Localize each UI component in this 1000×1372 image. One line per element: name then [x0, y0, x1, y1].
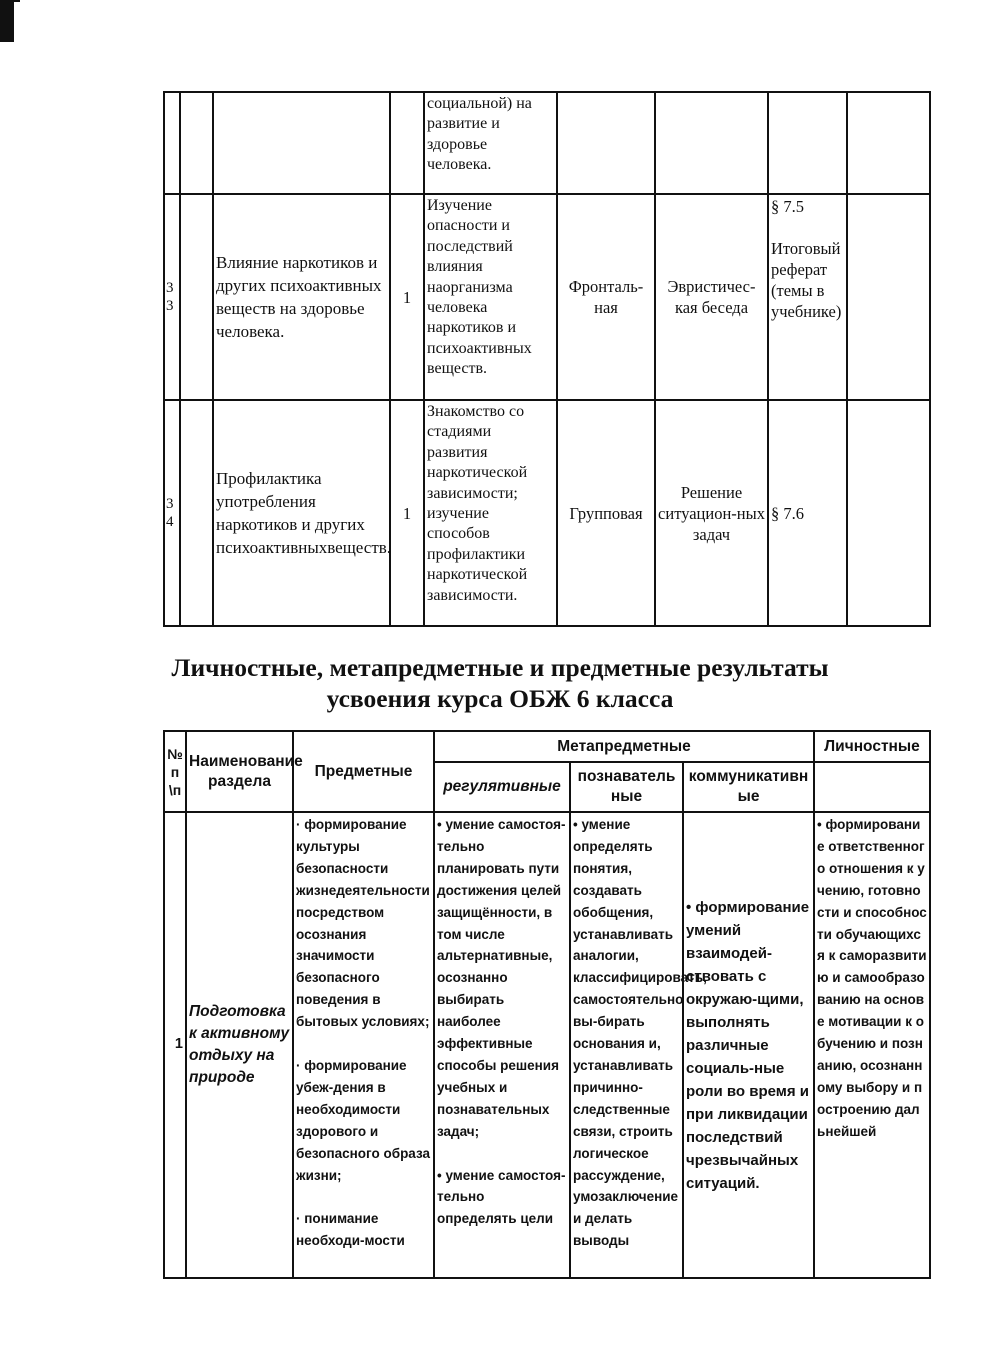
lesson-extra — [847, 92, 930, 194]
lesson-form — [557, 92, 655, 194]
lesson-goal: Знакомство со стадиями развития наркотической зависимости; изучение способов профилактики наркотической зависимости. — [424, 400, 557, 626]
lesson-number: 33 — [164, 194, 180, 400]
col-header-cognitive: познавательные — [570, 762, 683, 812]
lesson-topic — [213, 92, 390, 194]
regulative-results: • умение самостоя-тельно планировать пути достижения целей защищённости, в том числе альтернативные, осознанно выбирать наиболее эффективные способы решения учебных и познавательных задач; • умение самостоя-тельно определять цели — [434, 812, 570, 1278]
results-heading — [100, 652, 900, 714]
heading-line: усвоения курса ОБЖ 6 класса — [326, 684, 674, 713]
lesson-homework: § 7.6 — [768, 400, 847, 626]
col-header-personal: Личностные — [814, 731, 930, 762]
lesson-goal: социальной) на развитие и здоровье человека. — [424, 92, 557, 194]
lesson-hours: 1 — [390, 400, 424, 626]
cognitive-results: • умение определять понятия, создавать обобщения, устанавливать аналогии, классифицировать, самостоятельно вы-бирать основания и, устанавливать причинно-следственные связи, строить логическое рассуждение, умозаключение и делать выводы — [570, 812, 683, 1278]
lesson-plan-table — [163, 91, 931, 627]
lesson-number — [164, 92, 180, 194]
lesson-method: Эвристичес-кая беседа — [655, 194, 768, 400]
lesson-method — [655, 92, 768, 194]
table-row — [164, 92, 930, 194]
col-header-regulative: регулятивные — [434, 762, 570, 812]
personal-results: • формирование ответственного отношения к учению, готовности и способности обучающихся к саморазвитию и самообразованию на основе мотивации к обучению и познанию, осознанному выбору и построению дальнейшей — [814, 812, 930, 1278]
row-number: 1 — [164, 812, 186, 1278]
lesson-form: Фронталь-ная — [557, 194, 655, 400]
col-header-communicative: коммуникативные — [683, 762, 814, 812]
table-row — [164, 812, 930, 1278]
heading-line: Личностные, метапредметные и предметные результаты — [171, 653, 829, 682]
table-cell — [814, 762, 930, 812]
col-header-number: № п\п — [164, 731, 186, 812]
table-cell — [180, 400, 213, 626]
lesson-topic: Влияние наркотиков и других психоактивных веществ на здоровье человека. — [213, 194, 390, 400]
lesson-extra — [847, 400, 930, 626]
section-name: Подготовка к активному отдыху на природе — [186, 812, 293, 1278]
table-cell — [180, 92, 213, 194]
lesson-topic: Профилактика употребления наркотиков и других психоактивныхвеществ. — [213, 400, 390, 626]
table-cell — [180, 194, 213, 400]
lesson-homework — [768, 92, 847, 194]
lesson-form: Групповая — [557, 400, 655, 626]
table-header-row — [164, 731, 930, 762]
lesson-goal: Изучение опасности и последствий влияния наорганизма человека наркотиков и психоактивных веществ. — [424, 194, 557, 400]
table-row — [164, 194, 930, 400]
lesson-method: Решение ситуацион-ных задач — [655, 400, 768, 626]
lesson-hours — [390, 92, 424, 194]
subject-results: · формирование культуры безопасности жизнедеятельности посредством осознания значимости безопасного поведения в бытовых условиях; · формирование убеж-дения в необходимости здорового и безопасного образа жизни; · понимание необходи-мости — [293, 812, 434, 1278]
lesson-extra — [847, 194, 930, 400]
scan-edge-mark — [0, 0, 14, 42]
lesson-homework: § 7.5 Итоговый реферат (темы в учебнике) — [768, 194, 847, 400]
col-header-meta: Метапредметные — [434, 731, 814, 762]
communicative-results: • формирование умений взаимодей-ствовать с окружаю-щими, выполнять различные социаль-ные роли во время и при ликвидации последствий чрезвычайных ситуаций. — [683, 812, 814, 1278]
learning-results-table — [163, 730, 931, 1279]
col-header-subject: Предметные — [293, 731, 434, 812]
table-row — [164, 400, 930, 626]
col-header-section: Наименование раздела — [186, 731, 293, 812]
lesson-number: 34 — [164, 400, 180, 626]
lesson-hours: 1 — [390, 194, 424, 400]
